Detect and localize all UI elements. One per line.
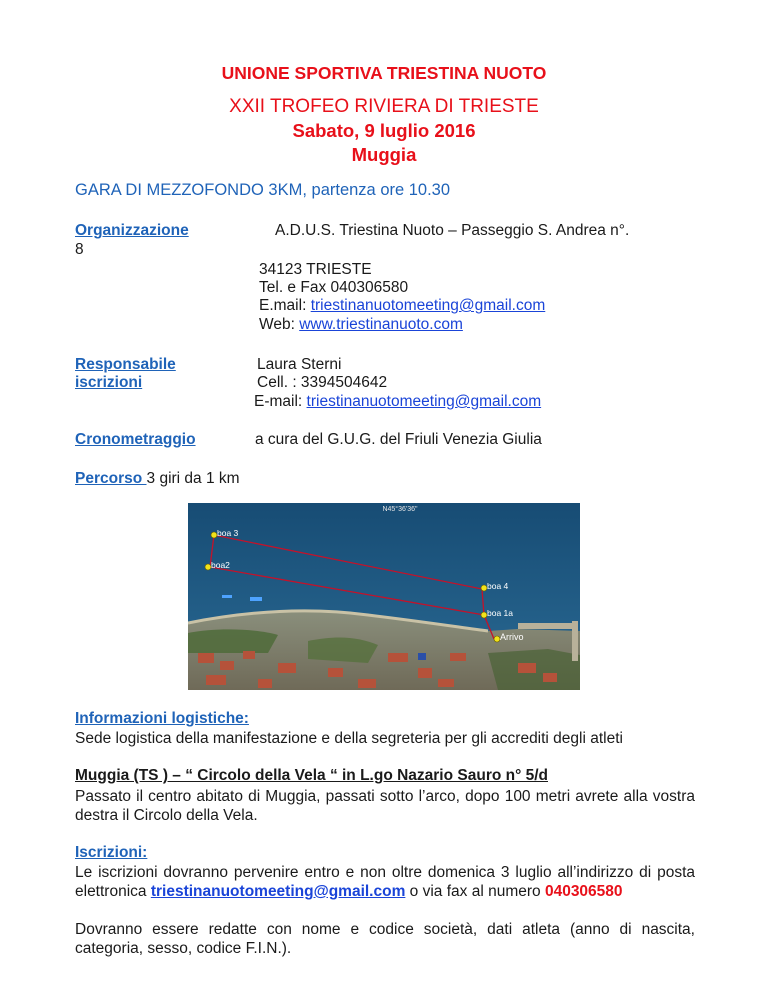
percorso-line [75, 470, 240, 488]
organizzazione-wrap: 8 [75, 241, 84, 258]
responsabile-name: Laura Sterni [257, 356, 342, 373]
event-title: XXII TROFEO RIVIERA DI TRIESTE [229, 96, 539, 117]
org-title: UNIONE SPORTIVA TRIESTINA NUOTO [221, 63, 547, 83]
event-place: Muggia [351, 144, 417, 165]
map-buoy-3: boa 3 [217, 528, 239, 538]
course-map-image [188, 503, 580, 690]
org-phone: Tel. e Fax 040306580 [259, 279, 409, 296]
logistica-heading: Informazioni logistiche: [75, 710, 249, 727]
map-buoy-4: boa 4 [487, 581, 509, 591]
responsabile-label-1: Responsabile [75, 356, 176, 373]
logistica-venue: Muggia (TS ) – “ Circolo della Vela “ in L.go Nazario Sauro n° 5/d [75, 767, 548, 784]
organizzazione-text: A.D.U.S. Triestina Nuoto – Passeggio S. Andrea n°. [275, 222, 630, 239]
cronometraggio-label: Cronometraggio [75, 431, 196, 448]
logistica-directions: Passato il centro abitato di Muggia, passati sotto l’arco, dopo 100 metri avrete alla vostra destra il Circolo della Vela. [75, 788, 695, 824]
iscrizioni-heading: Iscrizioni: [75, 844, 148, 861]
org-email-prefix: E.mail: [259, 297, 311, 314]
org-web-link[interactable]: www.triestinanuoto.com [299, 316, 463, 333]
responsabile-email-line [254, 393, 541, 411]
org-email-line [259, 297, 545, 315]
map-coord: N45°36'36" [382, 506, 418, 513]
cronometraggio-text: a cura del G.U.G. del Friuli Venezia Giulia [255, 431, 542, 448]
org-web-prefix: Web: [259, 316, 300, 333]
map-buoy-1a: boa 1a [487, 608, 513, 618]
organizzazione-label: Organizzazione [75, 222, 189, 239]
org-web-line [259, 316, 463, 334]
map-buoy-2: boa2 [211, 560, 230, 570]
map-finish: Arrivo [500, 632, 524, 642]
responsabile-email-prefix: E-mail: [254, 393, 307, 410]
iscrizioni-fax: 040306580 [544, 883, 623, 900]
percorso-text: 3 giri da 1 km [146, 470, 240, 487]
iscrizioni-text-a: Le iscrizioni dovranno pervenire entro e non oltre domenica 3 luglio all’indirizzo di posta elettronica [75, 864, 695, 900]
responsabile-label-2: iscrizioni [75, 374, 143, 391]
org-email-link[interactable]: triestinanuotomeeting@gmail.com [310, 297, 546, 314]
iscrizioni-email-link[interactable]: triestinanuotomeeting@gmail.com [150, 883, 406, 900]
iscrizioni-text-b: o via fax al numero [405, 883, 545, 900]
iscrizioni-text-c: Dovranno essere redatte con nome e codice società, dati atleta (anno di nascita, categoria, sesso, codice F.I.N.). [75, 921, 695, 957]
percorso-label: Percorso [75, 470, 147, 487]
logistica-line1: Sede logistica della manifestazione e della segreteria per gli accrediti degli atleti [75, 730, 623, 747]
org-address: 34123 TRIESTE [259, 261, 372, 278]
race-line: GARA DI MEZZOFONDO 3KM, partenza ore 10.30 [75, 181, 451, 199]
responsabile-email-link[interactable]: triestinanuotomeeting@gmail.com [306, 393, 542, 410]
event-date: Sabato, 9 luglio 2016 [292, 120, 476, 141]
course-map [188, 503, 580, 690]
responsabile-cell: Cell. : 3394504642 [257, 374, 388, 391]
logistica-text [75, 729, 695, 748]
iscrizioni-text [75, 863, 695, 901]
